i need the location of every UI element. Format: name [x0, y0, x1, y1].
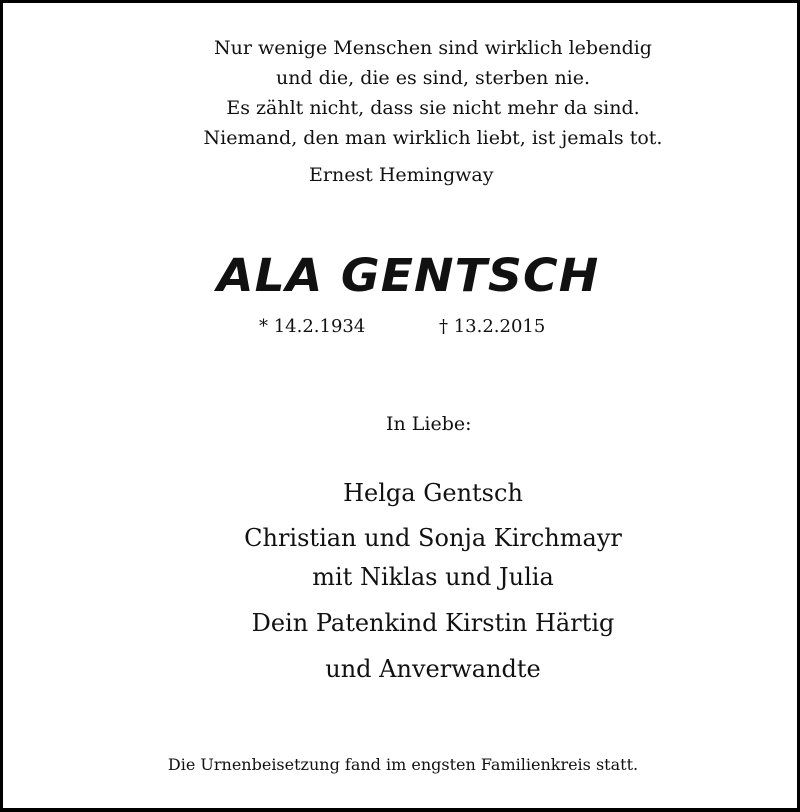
mourner-line: Helga Gentsch [343, 479, 523, 507]
mourner-line: und Anverwandte [325, 655, 541, 683]
quote-block [3, 33, 800, 153]
quote-line: Niemand, den man wirklich liebt, ist jemals tot. [203, 127, 663, 149]
mourner-line: Dein Patenkind Kirstin Härtig [251, 609, 615, 637]
quote-line: Nur wenige Menschen sind wirklich lebendig [214, 37, 652, 59]
burial-notice: Die Urnenbeisetzung fand im engsten Familienkreis statt. [167, 755, 639, 774]
mourner-line: Christian und Sonja Kirchmayr [244, 524, 622, 552]
deceased-name: ALA GENTSCH [217, 249, 600, 302]
death-date: † 13.2.2015 [439, 316, 546, 337]
quote-line: und die, die es sind, sterben nie. [275, 67, 591, 89]
mourner-line: mit Niklas und Julia [312, 563, 554, 591]
quote-author: Ernest Hemingway [309, 164, 494, 186]
birth-date: * 14.2.1934 [259, 316, 366, 337]
quote-line: Es zählt nicht, dass sie nicht mehr da sind. [226, 97, 640, 119]
in-love-label: In Liebe: [386, 413, 472, 435]
